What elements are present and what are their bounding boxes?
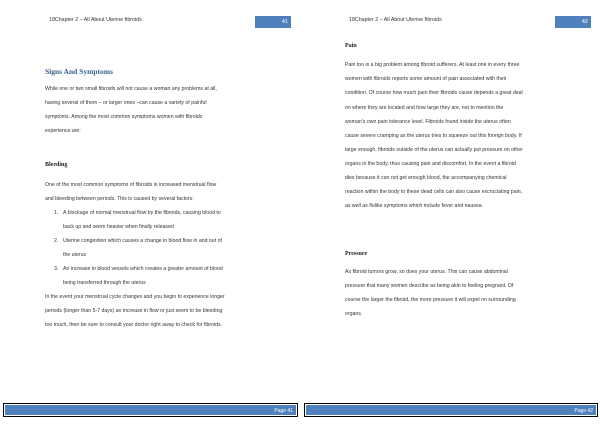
text-line: organs. [345, 311, 363, 317]
text-line: pressure that many women describe as being akin to feeling pregnant. Of [345, 283, 514, 289]
page-42 [300, 0, 600, 424]
text-line: too much, then be sure to consult your doctor right away to check for fibroids. [45, 322, 223, 328]
text-line: on where they are located and how large they are, not to mention the [345, 105, 504, 111]
list-item-line: A blockage of normal menstrual flow by the fibroids, causing blood to [63, 210, 221, 216]
text-line: In the event your menstrual cycle changes and you begin to experience longer [45, 294, 225, 300]
text-line: women with fibroids reports some amount of pain associated with their [345, 76, 507, 82]
text-line: and bleeding between periods. This is caused by several factors: [45, 196, 194, 202]
heading-bleeding: Bleeding [45, 162, 68, 168]
footer-bar [3, 403, 298, 417]
text-line: As fibroid tumors grow, so does your uterus. This can cause abdominal [345, 269, 508, 275]
text-line: organs in the body, thus causing pain and discomfort. In the event a fibroid [345, 161, 516, 167]
text-line: woman’s own pain tolerance level. Fibroids found inside the uterus often [345, 119, 511, 125]
running-header: 18Chapter 2 – All About Uterine fibroids [49, 17, 142, 23]
text-line: experience are: [45, 128, 81, 134]
text-line: large enough, fibroids outside of the uterus can actually put pressure on other [345, 147, 523, 153]
text-line: condition. Of course how much pain their fibroids cause depends a great deal [345, 90, 523, 96]
list-number: 2. [54, 238, 59, 244]
running-header: 18Chapter 2 – All About Uterine fibroids [349, 17, 442, 23]
text-line: symptoms. Among the most common symptoms women with fibroids [45, 114, 203, 120]
header-page-number: 42 [555, 16, 591, 28]
footer-page-label: Page 41 [243, 405, 296, 415]
text-line: Pain too is a big problem among fibroid sufferers. At least one in every three [345, 62, 520, 68]
list-number: 3. [54, 266, 59, 272]
text-line: cause severe cramping as the uterus tries to squeeze out this foreign body. If [345, 133, 522, 139]
heading-pressure: Pressure [345, 251, 368, 257]
text-line: While one or two small fibroids will not cause a woman any problems at all, [45, 86, 217, 92]
heading-pain: Pain [345, 43, 357, 49]
text-line: reaction within the body to these dead cells can also cause excruciating pain, [345, 189, 523, 195]
list-item-line: back up and seem heavier when finally released [63, 224, 174, 230]
text-line: dies because it can not get enough blood, the accompanying chemical [345, 175, 507, 181]
list-item-line: Uterine congestion which causes a change in blood flow in and out of [63, 238, 222, 244]
footer-band [306, 405, 544, 415]
text-line: as well as flulike symptoms which include fever and nausea. [345, 203, 484, 209]
text-line: having several of them – or larger ones –can cause a variety of painful [45, 100, 207, 106]
footer-band [5, 405, 243, 415]
list-item-line: being transferred through the uterus [63, 280, 146, 286]
footer-page-label: Page 42 [544, 405, 596, 415]
text-line: course the larger the fibroid, the more pressure it will expel on surrounding [345, 297, 516, 303]
header-page-number: 41 [255, 16, 291, 28]
heading-signs-and-symptoms: Signs And Symptoms [45, 67, 113, 76]
text-line: periods (longer than 5-7 days) an increase in flow or just seem to be bleeding [45, 308, 223, 314]
list-item-line: the uterus [63, 252, 87, 258]
list-item-line: An increase in blood vessels which creates a greater amount of blood [63, 266, 223, 272]
footer-bar [304, 403, 598, 417]
list-number: 1. [54, 210, 59, 216]
text-line: One of the most common symptoms of fibroids is increased menstrual flow [45, 182, 217, 188]
